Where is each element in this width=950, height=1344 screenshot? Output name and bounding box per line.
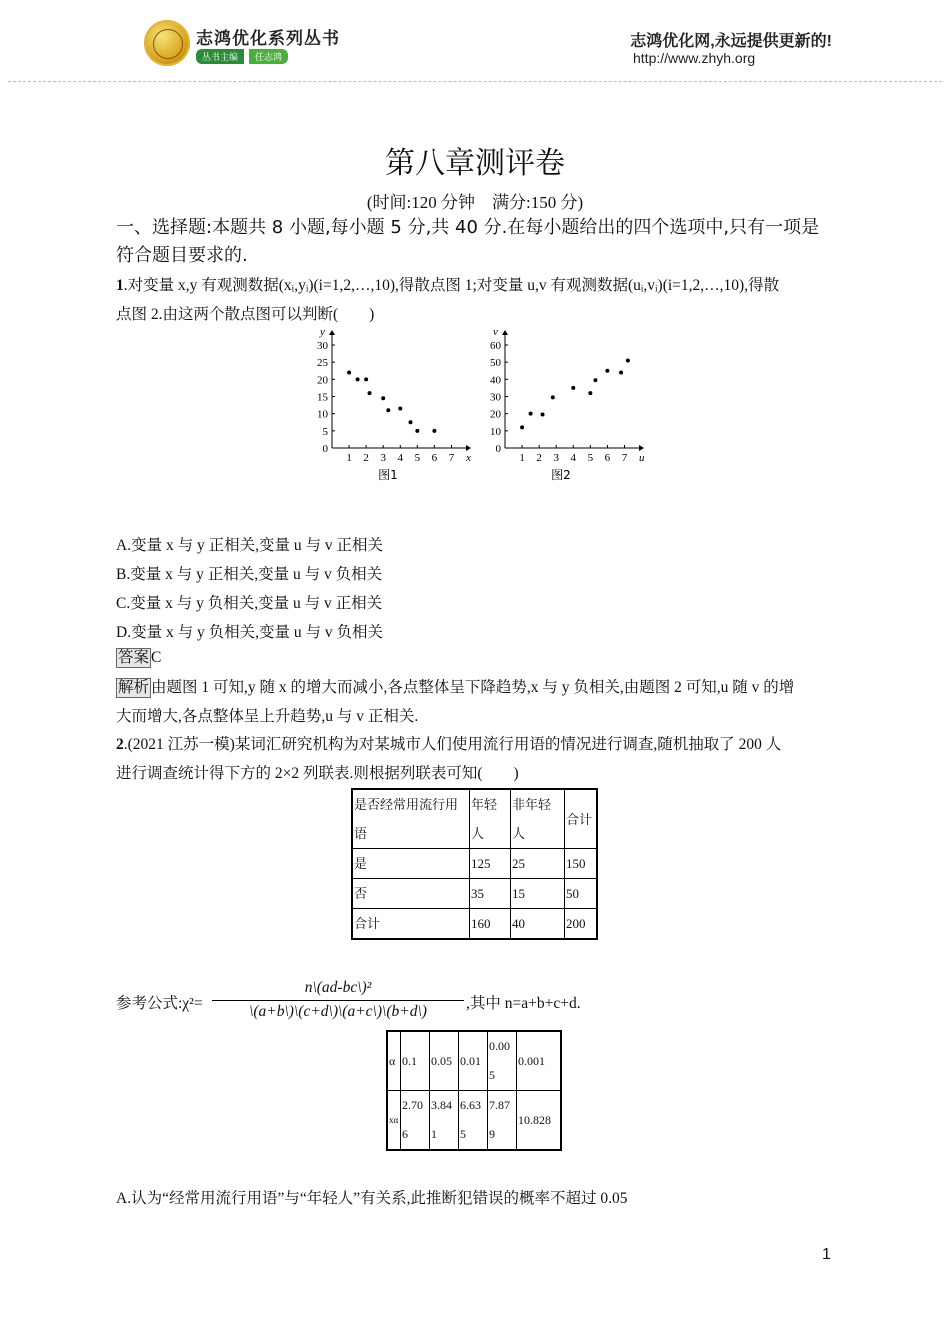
scatter-point bbox=[588, 391, 592, 395]
table-row bbox=[352, 849, 597, 879]
y-axis-label: v bbox=[493, 326, 498, 338]
scatter-point bbox=[364, 377, 368, 381]
scatter-point bbox=[593, 378, 597, 382]
formula-suffix: ,其中 n=a+b+c+d. bbox=[466, 995, 581, 1012]
q1-number: 1 bbox=[116, 277, 124, 294]
q1-option-c: C.变量 x 与 y 负相关,变量 u 与 v 正相关 bbox=[116, 595, 383, 612]
analysis-tag: 解析 bbox=[118, 679, 150, 696]
scatter-point bbox=[520, 425, 524, 429]
table-cell: 合计 bbox=[352, 909, 470, 940]
table-cell: 40 bbox=[511, 909, 565, 940]
table-cell: 125 bbox=[470, 849, 511, 879]
x-tick-label: 5 bbox=[414, 452, 421, 464]
y-tick-label: 5 bbox=[322, 425, 328, 438]
table-cell: 10.828 bbox=[517, 1091, 562, 1151]
y-tick-label: 10 bbox=[490, 425, 501, 438]
y-axis-arrow bbox=[329, 330, 335, 335]
scatter-plot-2 bbox=[490, 326, 645, 482]
x-tick-label: 4 bbox=[397, 452, 404, 464]
q1-analysis-line2: 大而增大,各点整体呈上升趋势,u 与 v 正相关. bbox=[116, 708, 419, 725]
x-axis-label: u bbox=[639, 452, 645, 464]
header-url[interactable]: http://www.zhyh.org bbox=[633, 50, 756, 66]
y-tick-label: 15 bbox=[317, 391, 328, 404]
table-header-cell: 合计 bbox=[565, 789, 598, 849]
x-tick-label: 4 bbox=[570, 452, 577, 464]
q2-number: 2 bbox=[116, 736, 124, 753]
y-tick-label: 30 bbox=[490, 391, 501, 404]
scatter-point bbox=[529, 412, 533, 416]
table-cell: 0.05 bbox=[430, 1031, 459, 1091]
formula-denominator: \(a+b\)\(c+d\)\(a+c\)\(b+d\) bbox=[249, 1003, 427, 1020]
y-tick-label: 20 bbox=[317, 374, 328, 387]
x-tick-label: 6 bbox=[431, 452, 438, 464]
x-tick-label: 5 bbox=[587, 452, 594, 464]
x-tick-label: 2 bbox=[536, 452, 542, 464]
scatter-point bbox=[541, 413, 545, 417]
page-subtitle: (时间:120 分钟 满分:150 分) bbox=[366, 193, 584, 212]
table-row bbox=[387, 1091, 561, 1151]
scatter-point bbox=[605, 369, 609, 373]
scatter-point bbox=[571, 386, 575, 390]
scatter-point bbox=[626, 358, 630, 362]
table-cell: 6.635 bbox=[459, 1091, 488, 1151]
scatter-point bbox=[381, 396, 385, 400]
q2-line1: .(2021 江苏一模)某词汇研究机构为对某城市人们使用流行用语的情况进行调查,随机抽取了 200 人 bbox=[123, 736, 782, 753]
table-cell: 0.005 bbox=[488, 1031, 517, 1091]
q2-text-line1 bbox=[116, 730, 836, 759]
table-cell: 是 bbox=[352, 849, 470, 879]
y-tick-label: 25 bbox=[317, 357, 328, 370]
table-cell: 7.879 bbox=[488, 1091, 517, 1151]
table-cell: 160 bbox=[470, 909, 511, 940]
page-title: 第八章测评卷 bbox=[385, 146, 565, 181]
scatter-figures bbox=[300, 320, 650, 490]
table-cell: 35 bbox=[470, 879, 511, 909]
scatter-point bbox=[356, 377, 360, 381]
alpha-label: α bbox=[387, 1031, 401, 1091]
table-cell: 0.01 bbox=[459, 1031, 488, 1091]
q1-answer bbox=[116, 648, 161, 668]
scatter-point bbox=[619, 370, 623, 374]
q1-option-d: D.变量 x 与 y 负相关,变量 u 与 v 负相关 bbox=[116, 624, 383, 641]
y-tick-label: 10 bbox=[317, 408, 328, 421]
figure-caption: 图1 bbox=[378, 468, 398, 482]
brand-title: 志鸿优化系列丛书 bbox=[196, 29, 340, 48]
table-header-row bbox=[352, 789, 597, 849]
table-cell: 2.706 bbox=[401, 1091, 430, 1151]
q2-option-a: A.认为“经常用流行用语”与“年轻人”有关系,此推断犯错误的概率不超过 0.05 bbox=[116, 1190, 628, 1207]
table-cell: 150 bbox=[565, 849, 598, 879]
contingency-table bbox=[351, 788, 598, 940]
table-cell: 25 bbox=[511, 849, 565, 879]
analysis-text-1: 由题图 1 可知,y 随 x 的增大而减小,各点整体呈下降趋势,x 与 y 负相关,由题图 2 可知,u 随 v 的增 bbox=[151, 679, 795, 696]
x-axis-arrow bbox=[466, 445, 471, 451]
header-slogan: 志鸿优化网,永远提供更新的! bbox=[630, 33, 832, 50]
table-cell: 3.841 bbox=[430, 1091, 459, 1151]
y-tick-label: 0 bbox=[322, 443, 328, 455]
scatter-point bbox=[386, 408, 390, 412]
formula-prefix: 参考公式:χ²= bbox=[116, 995, 203, 1012]
q1-option-a: A.变量 x 与 y 正相关,变量 u 与 v 正相关 bbox=[116, 537, 383, 554]
y-tick-label: 40 bbox=[490, 374, 501, 387]
x-tick-label: 1 bbox=[346, 452, 352, 464]
header-divider bbox=[8, 81, 942, 82]
x-tick-label: 3 bbox=[380, 452, 386, 464]
table-cell: 0.1 bbox=[401, 1031, 430, 1091]
chi-label: xα bbox=[387, 1091, 401, 1151]
scatter-point bbox=[347, 370, 351, 374]
editor-name: 任志鸿 bbox=[249, 49, 288, 64]
x-tick-label: 7 bbox=[621, 452, 628, 464]
table-row bbox=[387, 1031, 561, 1091]
q1-analysis-line1 bbox=[116, 673, 836, 702]
table-header-cell: 年轻人 bbox=[470, 789, 511, 849]
table-header-cell: 非年轻人 bbox=[511, 789, 565, 849]
page-number: 1 bbox=[822, 1246, 831, 1263]
x-tick-label: 7 bbox=[448, 452, 455, 464]
y-tick-label: 30 bbox=[317, 340, 328, 352]
x-axis-arrow bbox=[639, 445, 644, 451]
x-tick-label: 3 bbox=[553, 452, 559, 464]
scatter-point bbox=[432, 429, 436, 433]
critical-value-table bbox=[386, 1030, 562, 1151]
y-axis-arrow bbox=[502, 330, 508, 335]
q2-text-line2: 进行调查统计得下方的 2×2 列联表.则根据列联表可知( ) bbox=[116, 765, 519, 782]
y-tick-label: 60 bbox=[490, 340, 501, 352]
section-heading: 一、选择题:本题共 8 小题,每小题 5 分,共 40 分.在每小题给出的四个选项中,只有一项是符合题目要求的. bbox=[116, 217, 820, 266]
scatter-point bbox=[551, 395, 555, 399]
publisher-logo bbox=[144, 20, 190, 66]
q1-line1: .对变量 x,y 有观测数据(xᵢ,yᵢ)(i=1,2,…,10),得散点图 1;对变量 u,v 有观测数据(uᵢ,vᵢ)(i=1,2,…,10),得散 bbox=[123, 277, 780, 294]
q1-option-b: B.变量 x 与 y 正相关,变量 u 与 v 负相关 bbox=[116, 566, 383, 583]
table-cell: 否 bbox=[352, 879, 470, 909]
y-tick-label: 0 bbox=[495, 443, 501, 455]
y-axis-label: y bbox=[320, 326, 325, 338]
answer-tag: 答案 bbox=[118, 649, 150, 666]
scatter-point bbox=[398, 407, 402, 411]
scatter-plot-1 bbox=[317, 326, 471, 482]
q1-text-line2: 点图 2.由这两个散点图可以判断( ) bbox=[116, 306, 375, 323]
scatter-point bbox=[368, 391, 372, 395]
table-row bbox=[352, 879, 597, 909]
scatter-point bbox=[409, 420, 413, 424]
table-row bbox=[352, 909, 597, 940]
table-cell: 200 bbox=[565, 909, 598, 940]
editor-label: 丛书主编 bbox=[196, 49, 244, 64]
x-tick-label: 1 bbox=[519, 452, 525, 464]
figure-caption: 图2 bbox=[551, 468, 571, 482]
table-header-cell: 是否经常用流行用语 bbox=[352, 789, 470, 849]
x-tick-label: 6 bbox=[604, 452, 611, 464]
fraction-bar bbox=[212, 1000, 464, 1001]
answer-value: C bbox=[151, 649, 162, 666]
x-tick-label: 2 bbox=[363, 452, 369, 464]
formula-numerator: n\(ad-bc\)² bbox=[304, 979, 372, 996]
table-cell: 50 bbox=[565, 879, 598, 909]
y-tick-label: 20 bbox=[490, 408, 501, 421]
table-cell: 0.001 bbox=[517, 1031, 562, 1091]
q1-text-line1 bbox=[116, 271, 836, 300]
scatter-point bbox=[415, 429, 419, 433]
y-tick-label: 50 bbox=[490, 357, 501, 370]
table-cell: 15 bbox=[511, 879, 565, 909]
x-axis-label: x bbox=[466, 452, 471, 464]
